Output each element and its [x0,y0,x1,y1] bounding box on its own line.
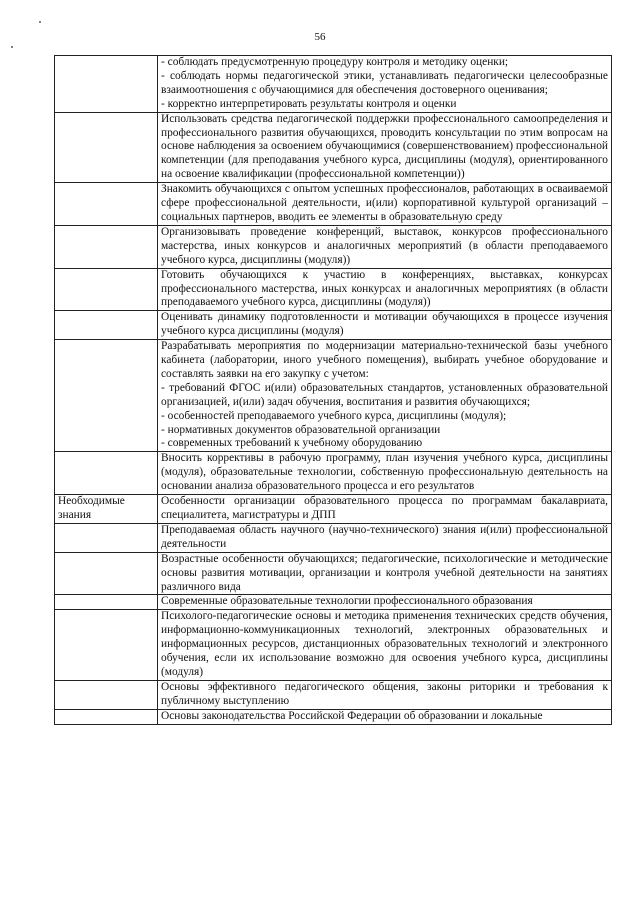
scan-speck [11,46,13,48]
table-row [55,709,612,724]
row-label-cell [55,595,158,610]
row-label-cell [55,112,158,183]
row-content-cell [158,311,612,340]
content-line: Готовить обучающихся к участию в конференциях, выставках, конкурсах профессионального мастерства, иных конкурсах и аналогичных мероприятиях (в области преподаваемого учебного курса, дисциплины (модуля)) [161,268,608,309]
content-line: - нормативных документов образовательной организации [161,423,441,436]
table-row [55,56,612,113]
row-content-cell [158,610,612,681]
row-label-cell [55,709,158,724]
row-label-cell [55,268,158,311]
content-line: Организовывать проведение конференций, выставок, конкурсов профессионального мастерства, иных конкурсов и аналогичных мероприятий (в области преподаваемого учебного курса, дисциплины (модуля)) [161,225,608,266]
table-row [55,452,612,495]
content-line: - особенностей преподаваемого учебного курса, дисциплины (модуля); [161,409,507,422]
row-content-cell [158,452,612,495]
row-label-cell [55,56,158,113]
page-number: 56 [314,31,326,43]
row-label-cell [55,610,158,681]
table-row [55,112,612,183]
content-line: Психолого-педагогические основы и методика применения технических средств обучения, информационно-коммуникационных технологий, электронных образовательных и информационных ресурсов, дистанционных образовательных технологий и электронного обучения, если их использование возможно для освоения учебного курса, дисциплины (модуля) [161,610,608,678]
content-line: - соблюдать нормы педагогической этики, устанавливать педагогически целесообразные взаимоотношения с обучающимися для обеспечения достоверного оценивания; [161,69,608,96]
row-label-cell [55,340,158,452]
content-line: - современных требований к учебному оборудованию [161,437,423,450]
content-line: - требований ФГОС и(или) образовательных стандартов, установленных образовательной организацией, и(или) задач обучения, воспитания и развития обучающихся; [161,381,608,408]
row-content-cell [158,225,612,268]
row-content-cell [158,495,612,524]
row-content-cell [158,523,612,552]
row-label-cell [55,523,158,552]
row-label-cell [55,552,158,595]
table-row [55,311,612,340]
content-line: Вносить коррективы в рабочую программу, план изучения учебного курса, дисциплины (модуля), образовательные технологии, собственную профессиональную деятельность на основании анализа образовательного процесса и его результатов [161,452,608,493]
content-line: Использовать средства педагогической поддержки профессионального самоопределения и профессионального развития обучающихся, проводить консультации по этим вопросам на основе наблюдения за освоением обучающимися (совершенствованием) профессиональной компетенции (для преподавания учебного курса, дисциплины (модуля), ориентированного на освоение квалификации (профессиональной компетенции)) [161,112,608,181]
row-content-cell [158,183,612,226]
row-content-cell [158,112,612,183]
table-row [55,268,612,311]
content-line: Основы законодательства Российской Федерации об образовании и локальные [161,709,543,722]
content-line: Знакомить обучающихся с опытом успешных профессионалов, работающих в осваиваемой сфере профессиональной деятельности, и(или) корпоративной культурой организаций – социальных партнеров, вводить ее элементы в образовательную среду [161,183,608,223]
row-label-cell [55,225,158,268]
content-line: Разрабатывать мероприятия по модернизации материально-технической базы учебного кабинета (лаборатории, иного учебного помещения), выбирать учебное оборудование и составлять заявки на его закупку с учетом: [161,340,608,380]
row-label-cell [55,452,158,495]
table-row [55,552,612,595]
content-line: - соблюдать предусмотренную процедуру контроля и методику оценки; [161,56,509,68]
row-label-cell [55,680,158,709]
table-row [55,680,612,709]
row-content-cell [158,268,612,311]
row-content-cell [158,595,612,610]
row-content-cell [158,56,612,113]
table-row [55,183,612,226]
table-row [55,610,612,681]
row-label-cell: Необходимые знания [55,495,158,524]
row-content-cell [158,709,612,724]
content-line: Современные образовательные технологии профессионального образования [161,595,533,608]
row-content-cell [158,340,612,452]
row-content-cell [158,552,612,595]
content-line: Особенности организации образовательного процесса по программам бакалавриата, специалитета, магистратуры и ДПП [161,495,608,521]
row-label-cell [55,311,158,340]
scan-speck [39,21,41,23]
table-row [55,523,612,552]
table-row [55,595,612,610]
content-line: Возрастные особенности обучающихся; педагогические, психологические и методические основы развития мотивации, организации и контроля учебной деятельности на занятиях различного вида [161,552,608,593]
content-line: Оценивать динамику подготовленности и мотивации обучающихся в процессе изучения учебного курса дисциплины (модуля) [161,311,608,338]
table-row [55,495,612,524]
content-line: Преподаваемая область научного (научно-технического) знания и(или) профессиональной деятельности [161,523,608,550]
requirements-table [54,55,612,725]
row-label-cell [55,183,158,226]
content-line: - корректно интерпретировать результаты контроля и оценки [161,97,457,110]
content-line: Основы эффективного педагогического общения, законы риторики и требования к публичному выступлению [161,680,608,707]
row-content-cell [158,680,612,709]
table-row [55,340,612,452]
table-row [55,225,612,268]
